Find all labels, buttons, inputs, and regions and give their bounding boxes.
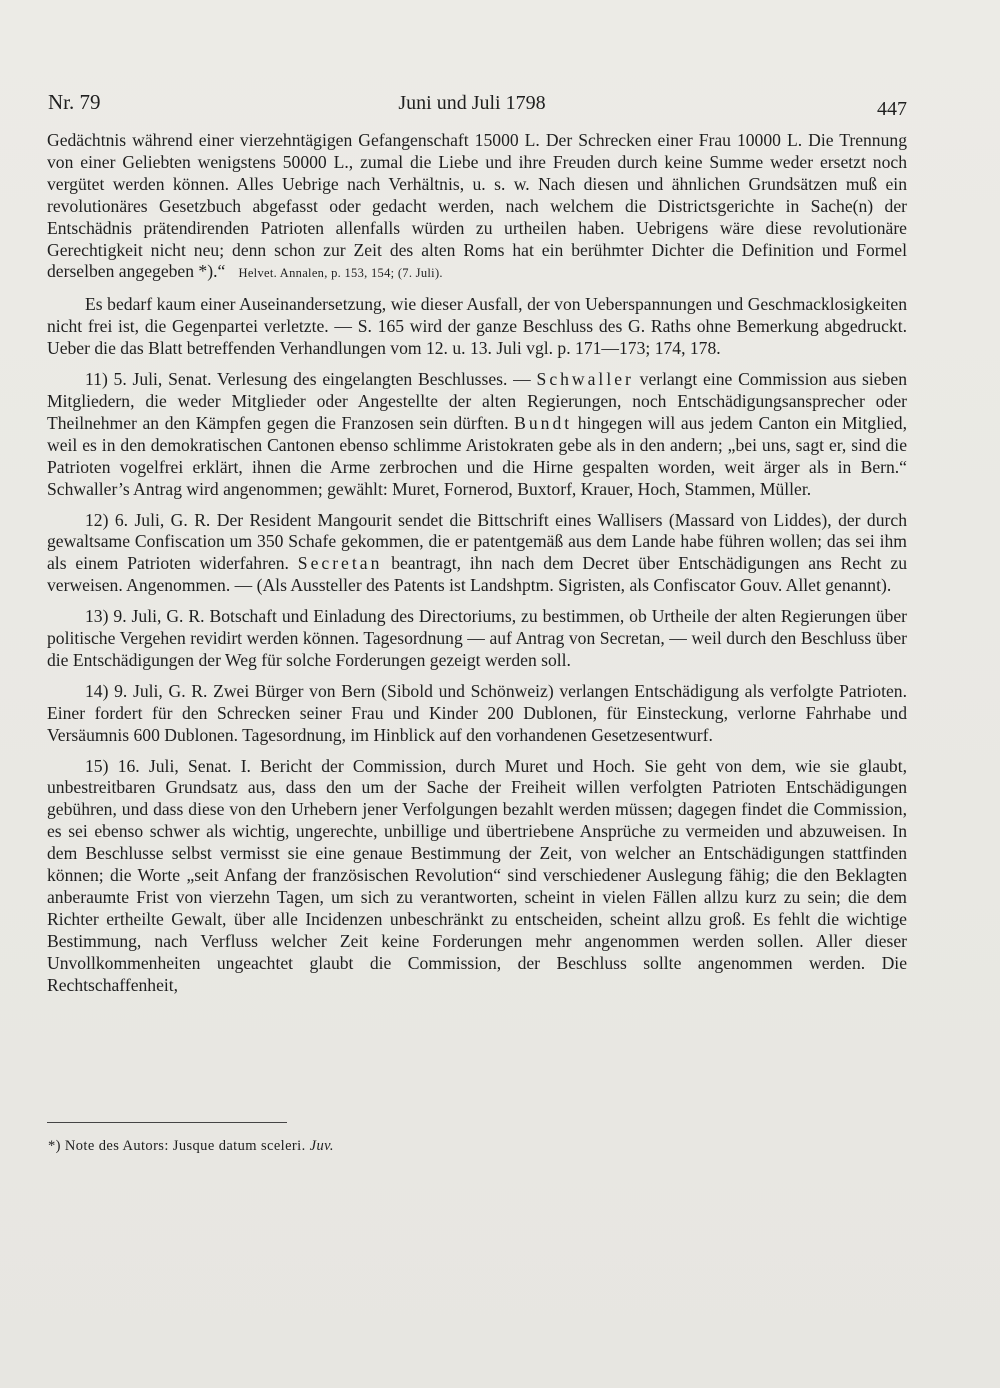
person-name-spaced: Schwaller: [536, 369, 634, 390]
person-name-spaced: Secretan: [297, 553, 383, 574]
paragraph-text: beantragt, ihn nach dem Decret über Entschädigungen ans Recht zu verweisen. Angenommen. — (Als Aussteller des Patents ist Landshptm. Sigristen, als Confiscator Gouv. Allet genannt).: [47, 553, 907, 596]
paragraph-text: 12) 6. Juli, G. R. Der Resident Mangourit sendet die Bittschrift eines Wallisers (Massard von Liddes), der durch gewaltsame Confiscation um 350 Schafe gekommen, die er patentgemäß aus dem Lande habe führen wollen; das sei ihm als einem Patrioten widerfahren.: [47, 509, 907, 574]
paragraph-entry-11: [47, 369, 907, 500]
page-number: 447: [877, 98, 907, 120]
paragraph-text: verlangt eine Commission aus sieben Mitgliedern, die weder Mitglieder oder Angestellte der alten Regierungen, noch Entschädigungsansprecher oder Theilnehmer an den Kämpfen gegen die Franzosen sein dürften.: [47, 369, 907, 433]
paragraph-text: 11) 5. Juli, Senat. Verlesung des eingelangten Beschlusses. —: [85, 369, 537, 390]
running-title: Juni und Juli 1798: [398, 92, 546, 114]
paragraph-text: Gedächtnis während einer vierzehntägigen Gefangenschaft 15000 L. Der Schrecken einer Frau 10000 L. Die Trennung von einer Geliebten wenigstens 50000 L., zumal die Liebe und ihre Freuden durch keine Summe weder ersetzt noch vergütet werden können. Alles Uebrige nach Verhältnis, u. s. w. Nach diesen und ähnlichen Grundsätzen muß ein revolutionäres Gesetzbuch abgefasst oder gedacht werden, nach welchem die Districtsgerichte in Sache(n) der Entschädnis prätendirenden Patrioten allenfalls würden zu urtheilen haben. Uebrigens wäre diese revolutionäre Gerechtigkeit nicht neu; denn schon zur Zeit des alten Roms hat ein berühmter Dichter die Definition und Formel derselben angegeben *).“: [47, 130, 907, 282]
body-text: [47, 130, 907, 997]
paragraph-entry-15: 15) 16. Juli, Senat. I. Bericht der Commission, durch Muret und Hoch. Sie geht von dem, wie sie glaubt, unbestreitbaren Grundsatz aus, dass den um der Sache der Freiheit willen verfolgten Patrioten Entschädigungen gebühren, und dass diese von den Urhebern jener Verfolgungen bezahlt werden müssen; dagegen findet die Commission, es sei ebenso schwer als wichtig, ungerechte, unbillige und übertriebene Ansprüche zu vermeiden und abzuweisen. In dem Beschlusse selbst vermisst sie eine genaue Bestimmung der Zeit, von welcher an Entschädigungen stattfinden können; die Worte „seit Anfang der französischen Revolution“ sind verschiedener Auslegung fähig; die den Beklagten anberaumte Frist von vierzehn Tagen, um sich zu verantworten, scheint in vielen Fällen allzu kurz zu sein; die dem Richter ertheilte Gewalt, über alle Incidenzen unbeschränkt zu entscheiden, scheint allzu groß. Es fehlt die wichtige Bestimmung, nach Verfluss welcher Zeit keine Forderungen mehr angenommen werden sollen. Aller dieser Unvollkommenheiten ungeachtet glaubt die Commission, der Beschluss sollte angenommen werden. Die Rechtschaffenheit,: [47, 755, 907, 995]
running-head: [0, 86, 1000, 120]
paragraph-entry-13: 13) 9. Juli, G. R. Botschaft und Einladung des Directoriums, zu bestimmen, ob Urtheile der alten Regierungen über politische Vergehen revidirt werden können. Tagesordnung — auf Antrag von Secretan, — weil durch den Beschluss über die Entschädigungen der Weg für solche Forderungen gezeigt werden soll.: [47, 606, 907, 670]
footnote-rule: [47, 1122, 287, 1123]
paragraph-text: hingegen will aus jedem Canton ein Mitglied, weil es in den demokratischen Cantonen ebenso schlimme Aristokraten gebe als in den andern; „bei uns, sagt er, sind die Patrioten vogelfrei erklärt, ihnen die Arme zerbrochen und die Hirne gespalten worden, weit ärger als in Bern.“ Schwaller’s Antrag wird angenommen; gewählt: Muret, Fornerod, Buxtorf, Krauer, Hoch, Stammen, Müller.: [47, 412, 907, 499]
paragraph-entry-14: 14) 9. Juli, G. R. Zwei Bürger von Bern (Sibold und Schönweiz) verlangen Entschädigung als verfolgte Patrioten. Einer fordert für den Schrecken seiner Frau und Kinder 200 Dublonen, für Einsteckung, verlorne Fahrhabe und Versäumnis 600 Dublonen. Tagesordnung, im Hinblick auf den vorhandenen Gesetzesentwurf.: [47, 680, 907, 745]
paragraph-entry-12: [47, 510, 907, 598]
person-name-spaced: Bundt: [514, 412, 573, 433]
source-citation: Helvet. Annalen, p. 153, 154; (7. Juli).: [238, 266, 443, 281]
footnote-source: Juv.: [309, 1138, 334, 1154]
paragraph-continued: [47, 130, 907, 285]
issue-number: Nr. 79: [48, 90, 101, 114]
footnote: [48, 1138, 334, 1155]
paragraph-commentary: Es bedarf kaum einer Auseinandersetzung, wie dieser Ausfall, der von Ueberspannungen und Geschmacklosigkeiten nicht frei ist, die Gegenpartei verletzte. — S. 165 wird der ganze Beschluss des G. Raths ohne Bemerkung abgedruckt. Ueber die das Blatt betreffenden Verhandlungen vom 12. u. 13. Juli vgl. p. 171—173; 174, 178.: [47, 294, 907, 359]
footnote-text: *) Note des Autors: Jusque datum sceleri.: [48, 1138, 306, 1154]
